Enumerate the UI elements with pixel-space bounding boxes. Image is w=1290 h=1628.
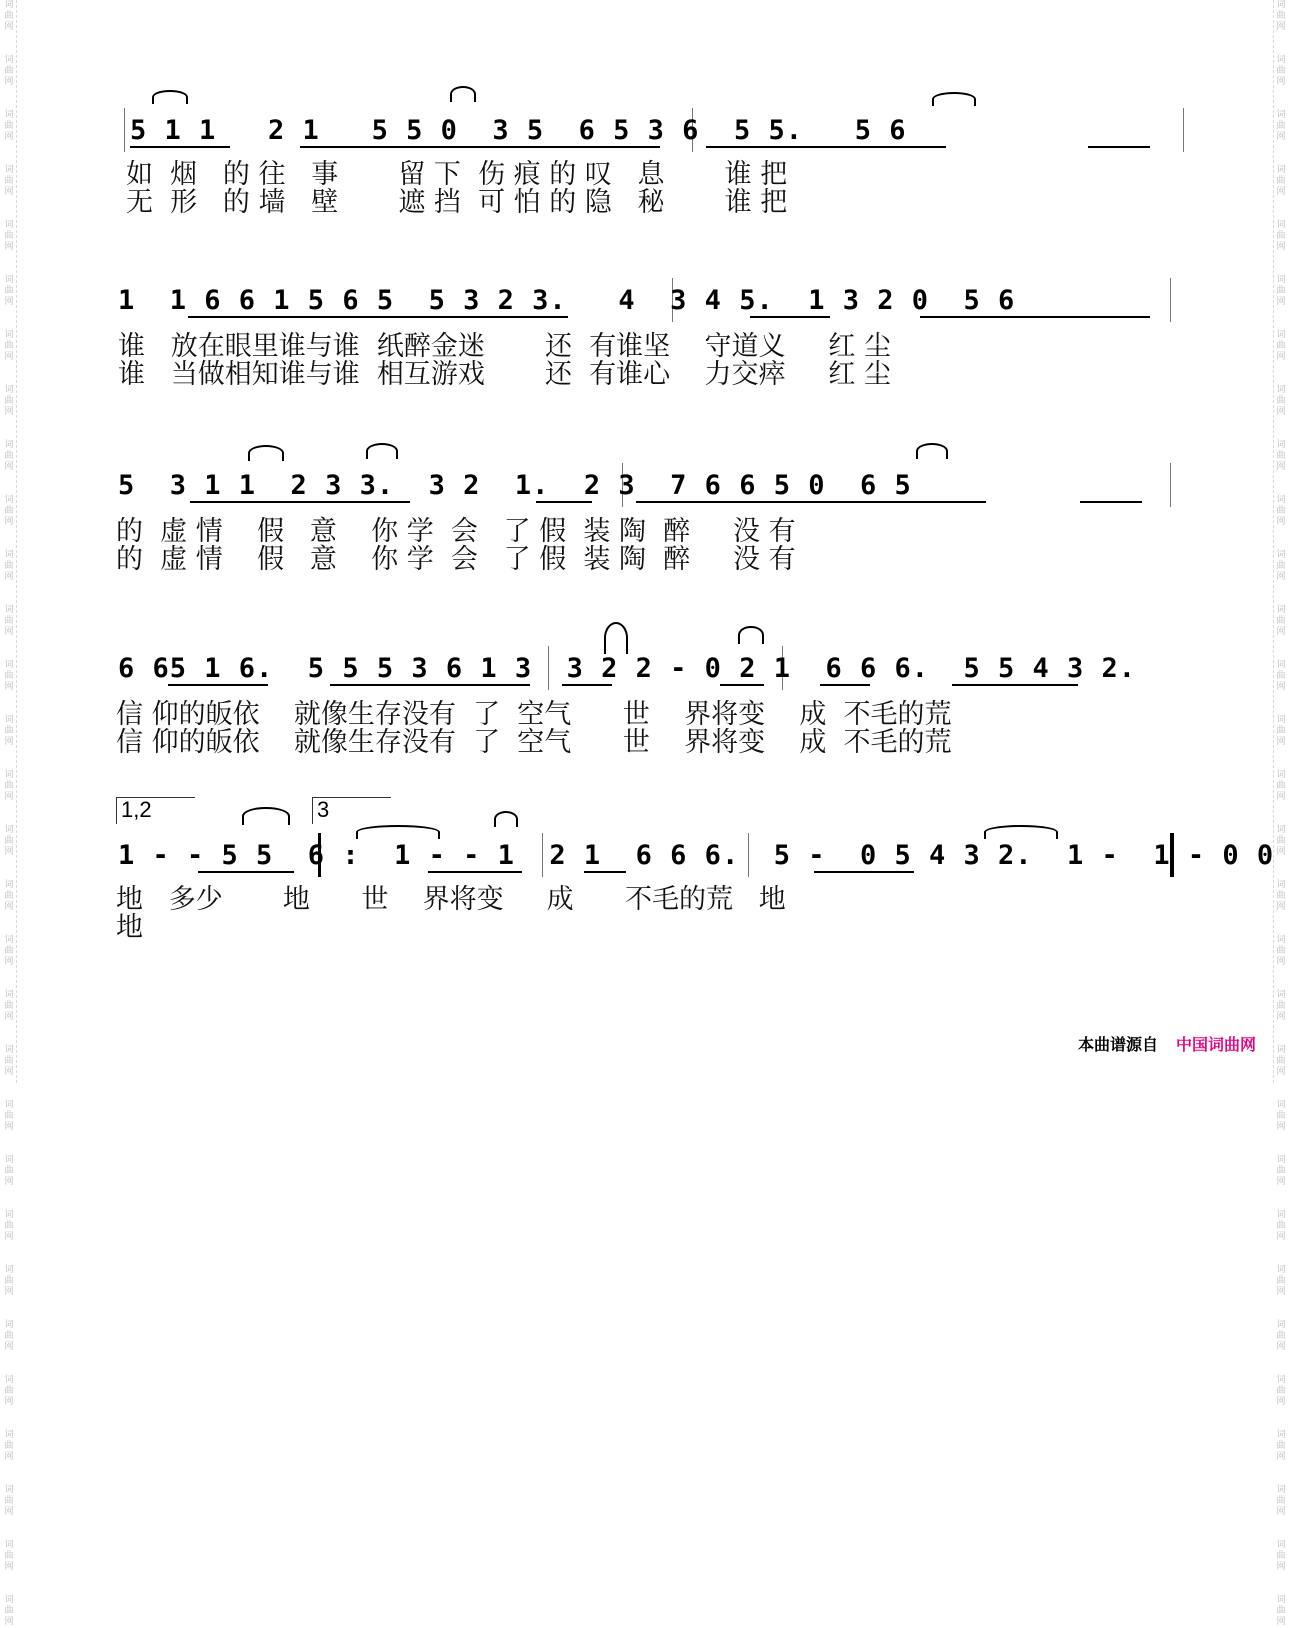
watermark-char: 词 bbox=[1276, 330, 1286, 340]
beam-underline bbox=[814, 871, 914, 873]
watermark-char: 曲 bbox=[1276, 286, 1286, 296]
watermark-char: 词 bbox=[1276, 0, 1286, 10]
volta-bracket-2 bbox=[312, 797, 391, 824]
watermark-char: 曲 bbox=[4, 781, 14, 791]
source-credit bbox=[1078, 1032, 1256, 1055]
watermark-char: 网 bbox=[1276, 22, 1286, 32]
watermark-char: 词 bbox=[4, 715, 14, 725]
watermark-char: 曲 bbox=[1276, 1551, 1286, 1561]
slur bbox=[984, 825, 1058, 839]
watermark-char: 网 bbox=[1276, 1177, 1286, 1187]
watermark-char: 网 bbox=[1276, 1562, 1286, 1572]
watermark-char: 网 bbox=[4, 77, 14, 87]
notation-line: 5 1 1 2 1 5 5 0 3 5 6 5 3 6 5 5. 5 6 bbox=[130, 115, 907, 146]
watermark-char: 词 bbox=[1276, 1485, 1286, 1495]
lyrics-verse-2: 无 形 的 墙 壁 遮 挡 可 怕 的 隐 秘 谁 把 bbox=[126, 187, 788, 218]
watermark-char: 网 bbox=[4, 1177, 14, 1187]
lyrics-verse-1: 如 烟 的 往 事 留 下 伤 痕 的 叹 息 谁 把 bbox=[126, 159, 788, 190]
watermark-char: 网 bbox=[4, 572, 14, 582]
watermark-char: 曲 bbox=[1276, 671, 1286, 681]
watermark-char: 网 bbox=[4, 132, 14, 142]
watermark-char: 曲 bbox=[1276, 1001, 1286, 1011]
watermark-char: 词 bbox=[1276, 1100, 1286, 1110]
watermark-char: 网 bbox=[1276, 1012, 1286, 1022]
watermark-char: 网 bbox=[1276, 847, 1286, 857]
watermark-char: 词 bbox=[4, 110, 14, 120]
watermark-char: 词 bbox=[4, 1320, 14, 1330]
watermark-char: 网 bbox=[4, 1397, 14, 1407]
watermark-char: 曲 bbox=[1276, 11, 1286, 21]
watermark-char: 词 bbox=[4, 1595, 14, 1605]
watermark-char: 网 bbox=[4, 462, 14, 472]
watermark-char: 网 bbox=[1276, 407, 1286, 417]
watermark-char: 词 bbox=[4, 1045, 14, 1055]
watermark-char: 曲 bbox=[4, 726, 14, 736]
watermark-char: 曲 bbox=[4, 176, 14, 186]
watermark-char: 网 bbox=[1276, 517, 1286, 527]
watermark-char: 词 bbox=[4, 935, 14, 945]
watermark-char: 词 bbox=[4, 1540, 14, 1550]
watermark-char: 曲 bbox=[4, 616, 14, 626]
volta-bracket-1 bbox=[116, 797, 195, 824]
watermark-char: 曲 bbox=[4, 946, 14, 956]
watermark-char: 网 bbox=[4, 1342, 14, 1352]
watermark-char: 词 bbox=[1276, 220, 1286, 230]
beam-underline bbox=[820, 684, 870, 686]
watermark-char: 网 bbox=[4, 627, 14, 637]
watermark-char: 词 bbox=[1276, 110, 1286, 120]
watermark-char: 网 bbox=[4, 1562, 14, 1572]
beam-underline bbox=[706, 146, 946, 148]
watermark-char: 曲 bbox=[4, 1441, 14, 1451]
watermark-char: 曲 bbox=[1276, 176, 1286, 186]
watermark-char: 网 bbox=[1276, 1617, 1286, 1627]
beam-underline bbox=[720, 684, 764, 686]
watermark-char: 网 bbox=[1276, 1342, 1286, 1352]
watermark-char: 词 bbox=[1276, 1595, 1286, 1605]
beam-underline bbox=[188, 316, 568, 318]
watermark-char: 词 bbox=[1276, 550, 1286, 560]
slur bbox=[450, 86, 476, 102]
beam-underline bbox=[536, 501, 592, 503]
watermark-char: 网 bbox=[4, 1067, 14, 1077]
beam-underline bbox=[330, 684, 530, 686]
watermark-char: 曲 bbox=[1276, 781, 1286, 791]
right-watermark-strip bbox=[1273, 0, 1288, 1627]
watermark-char: 曲 bbox=[1276, 726, 1286, 736]
watermark-char: 曲 bbox=[1276, 1166, 1286, 1176]
watermark-char: 曲 bbox=[4, 231, 14, 241]
watermark-char: 词 bbox=[4, 880, 14, 890]
watermark-char: 词 bbox=[4, 1375, 14, 1385]
watermark-char: 网 bbox=[1276, 187, 1286, 197]
watermark-char: 网 bbox=[4, 187, 14, 197]
watermark-char: 词 bbox=[4, 1155, 14, 1165]
barline bbox=[1170, 278, 1171, 322]
watermark-char: 词 bbox=[1276, 770, 1286, 780]
watermark-char: 曲 bbox=[1276, 1331, 1286, 1341]
watermark-char: 网 bbox=[4, 902, 14, 912]
watermark-char: 曲 bbox=[4, 1496, 14, 1506]
watermark-char: 词 bbox=[4, 495, 14, 505]
left-watermark-strip bbox=[2, 0, 17, 1627]
watermark-char: 曲 bbox=[4, 561, 14, 571]
lyrics-verse-2: 信 仰的皈依 就像生存没有 了 空气 世 界将变 成 不毛的荒 bbox=[116, 727, 952, 758]
watermark-char: 词 bbox=[4, 330, 14, 340]
watermark-char: 网 bbox=[1276, 1287, 1286, 1297]
watermark-char: 曲 bbox=[1276, 1496, 1286, 1506]
watermark-char: 词 bbox=[4, 990, 14, 1000]
watermark-char: 词 bbox=[1276, 55, 1286, 65]
beam-underline bbox=[584, 871, 626, 873]
watermark-char: 网 bbox=[4, 1617, 14, 1627]
watermark-char: 词 bbox=[4, 165, 14, 175]
beam-underline bbox=[198, 871, 294, 873]
watermark-char: 网 bbox=[4, 957, 14, 967]
watermark-char: 曲 bbox=[4, 286, 14, 296]
watermark-char: 词 bbox=[4, 1100, 14, 1110]
source-prefix: 本曲谱源自 bbox=[1077, 1035, 1158, 1054]
watermark-char: 词 bbox=[1276, 1320, 1286, 1330]
watermark-char: 词 bbox=[4, 385, 14, 395]
slur bbox=[738, 626, 764, 644]
watermark-char: 网 bbox=[1276, 132, 1286, 142]
beam-underline bbox=[168, 684, 268, 686]
lyrics-verse-2: 的 虚 情 假 意 你 学 会 了 假 装 陶 醉 没 有 bbox=[116, 544, 796, 575]
watermark-char: 词 bbox=[4, 55, 14, 65]
lyrics-verse-1: 的 虚 情 假 意 你 学 会 了 假 装 陶 醉 没 有 bbox=[116, 516, 796, 547]
beam-underline bbox=[130, 146, 230, 148]
watermark-char: 网 bbox=[1276, 1507, 1286, 1517]
watermark-char: 词 bbox=[4, 825, 14, 835]
barline bbox=[1170, 463, 1171, 507]
watermark-char: 词 bbox=[4, 1265, 14, 1275]
watermark-char: 网 bbox=[4, 682, 14, 692]
watermark-char: 词 bbox=[1276, 1540, 1286, 1550]
watermark-char: 曲 bbox=[1276, 561, 1286, 571]
volta-label: 1,2 bbox=[121, 797, 152, 822]
watermark-char: 曲 bbox=[1276, 1441, 1286, 1451]
watermark-char: 词 bbox=[4, 1485, 14, 1495]
watermark-char: 曲 bbox=[4, 1056, 14, 1066]
lyrics-verse-1: 谁 放在眼里谁与谁 纸醉金迷 还 有谁坚 守道义 红 尘 bbox=[118, 331, 891, 362]
watermark-char: 词 bbox=[1276, 935, 1286, 945]
watermark-char: 网 bbox=[4, 737, 14, 747]
lyrics-verse-2: 谁 当做相知谁与谁 相互游戏 还 有谁心 力交瘁 红 尘 bbox=[118, 359, 891, 390]
lyrics-verse-2: 地 bbox=[116, 912, 143, 943]
watermark-char: 曲 bbox=[1276, 231, 1286, 241]
watermark-char: 网 bbox=[4, 1452, 14, 1462]
watermark-char: 网 bbox=[1276, 682, 1286, 692]
slur bbox=[356, 825, 440, 839]
watermark-char: 词 bbox=[4, 275, 14, 285]
watermark-char: 曲 bbox=[4, 1606, 14, 1616]
beam-underline bbox=[750, 316, 830, 318]
watermark-char: 网 bbox=[1276, 242, 1286, 252]
watermark-char: 词 bbox=[1276, 880, 1286, 890]
watermark-char: 曲 bbox=[4, 1386, 14, 1396]
watermark-char: 网 bbox=[1276, 737, 1286, 747]
watermark-char: 词 bbox=[4, 1210, 14, 1220]
notation-line: 5 3 1 1 2 3 3. 3 2 1. 2 3 7 6 6 5 0 6 5 bbox=[118, 470, 912, 501]
watermark-char: 词 bbox=[1276, 165, 1286, 175]
watermark-char: 网 bbox=[1276, 352, 1286, 362]
lyrics-verse-1: 信 仰的皈依 就像生存没有 了 空气 世 界将变 成 不毛的荒 bbox=[116, 699, 952, 730]
beam-underline bbox=[428, 871, 522, 873]
watermark-char: 网 bbox=[1276, 792, 1286, 802]
watermark-char: 网 bbox=[4, 352, 14, 362]
watermark-char: 词 bbox=[1276, 825, 1286, 835]
watermark-char: 曲 bbox=[1276, 836, 1286, 846]
watermark-char: 曲 bbox=[1276, 891, 1286, 901]
watermark-char: 网 bbox=[1276, 1067, 1286, 1077]
barline bbox=[124, 108, 125, 152]
watermark-char: 曲 bbox=[4, 1551, 14, 1561]
beam-underline bbox=[952, 684, 1078, 686]
slur bbox=[494, 811, 518, 827]
watermark-char: 网 bbox=[4, 1012, 14, 1022]
slur bbox=[604, 622, 628, 654]
watermark-char: 曲 bbox=[4, 836, 14, 846]
source-brand-link[interactable]: 中国词曲网 bbox=[1175, 1035, 1256, 1054]
watermark-char: 曲 bbox=[4, 451, 14, 461]
watermark-char: 词 bbox=[4, 770, 14, 780]
beam-underline bbox=[1080, 501, 1142, 503]
watermark-char: 曲 bbox=[4, 1111, 14, 1121]
watermark-char: 曲 bbox=[4, 1166, 14, 1176]
volta-label: 3 bbox=[317, 797, 330, 822]
watermark-char: 词 bbox=[1276, 605, 1286, 615]
watermark-char: 词 bbox=[1276, 440, 1286, 450]
watermark-char: 网 bbox=[1276, 957, 1286, 967]
watermark-char: 网 bbox=[1276, 1122, 1286, 1132]
watermark-char: 网 bbox=[1276, 902, 1286, 912]
watermark-char: 曲 bbox=[4, 506, 14, 516]
beam-underline bbox=[1088, 146, 1150, 148]
watermark-char: 曲 bbox=[1276, 1276, 1286, 1286]
watermark-char: 词 bbox=[4, 0, 14, 10]
watermark-char: 词 bbox=[1276, 1430, 1286, 1440]
slur bbox=[366, 443, 398, 459]
watermark-char: 网 bbox=[1276, 77, 1286, 87]
watermark-char: 网 bbox=[4, 1232, 14, 1242]
watermark-char: 曲 bbox=[4, 66, 14, 76]
slur bbox=[248, 445, 284, 461]
watermark-char: 网 bbox=[1276, 572, 1286, 582]
beam-underline bbox=[562, 684, 612, 686]
lyrics-verse-1: 地 多少 地 世 界将变 成 不毛的荒 地 bbox=[116, 884, 786, 915]
watermark-char: 词 bbox=[1276, 1210, 1286, 1220]
watermark-char: 词 bbox=[1276, 1265, 1286, 1275]
notation-line: 1 - - 5 5 6 : 1 - - 1 2 1 6 6 6. 5 - 0 5 4 3 2. 1 - 1 - 0 0 bbox=[118, 840, 1275, 871]
watermark-char: 曲 bbox=[1276, 616, 1286, 626]
watermark-char: 曲 bbox=[1276, 121, 1286, 131]
watermark-char: 网 bbox=[4, 407, 14, 417]
watermark-char: 词 bbox=[4, 605, 14, 615]
watermark-char: 词 bbox=[1276, 990, 1286, 1000]
watermark-char: 曲 bbox=[4, 341, 14, 351]
watermark-char: 曲 bbox=[1276, 451, 1286, 461]
watermark-char: 网 bbox=[4, 1287, 14, 1297]
watermark-char: 曲 bbox=[1276, 506, 1286, 516]
beam-underline bbox=[920, 316, 1150, 318]
watermark-char: 曲 bbox=[4, 671, 14, 681]
watermark-char: 网 bbox=[4, 847, 14, 857]
watermark-char: 词 bbox=[4, 660, 14, 670]
watermark-char: 曲 bbox=[1276, 66, 1286, 76]
watermark-char: 曲 bbox=[4, 121, 14, 131]
watermark-char: 曲 bbox=[4, 891, 14, 901]
watermark-char: 曲 bbox=[1276, 1221, 1286, 1231]
watermark-char: 曲 bbox=[4, 1331, 14, 1341]
watermark-char: 网 bbox=[1276, 297, 1286, 307]
watermark-char: 词 bbox=[1276, 660, 1286, 670]
watermark-char: 网 bbox=[4, 242, 14, 252]
slur bbox=[932, 92, 976, 106]
barline bbox=[1183, 108, 1184, 152]
watermark-char: 曲 bbox=[4, 1276, 14, 1286]
watermark-char: 网 bbox=[1276, 1452, 1286, 1462]
watermark-char: 词 bbox=[1276, 275, 1286, 285]
watermark-char: 曲 bbox=[1276, 946, 1286, 956]
watermark-char: 曲 bbox=[1276, 1056, 1286, 1066]
watermark-char: 网 bbox=[4, 297, 14, 307]
watermark-char: 词 bbox=[1276, 715, 1286, 725]
watermark-char: 曲 bbox=[1276, 1606, 1286, 1616]
watermark-char: 词 bbox=[1276, 1045, 1286, 1055]
watermark-char: 网 bbox=[1276, 462, 1286, 472]
watermark-char: 曲 bbox=[4, 396, 14, 406]
watermark-char: 网 bbox=[4, 517, 14, 527]
notation-line: 1 1 6 6 1 5 6 5 5 3 2 3. 4 3 4 5. 1 3 2 0 5 6 bbox=[118, 285, 1016, 316]
watermark-char: 曲 bbox=[4, 1221, 14, 1231]
watermark-char: 词 bbox=[4, 220, 14, 230]
watermark-char: 网 bbox=[1276, 627, 1286, 637]
watermark-char: 词 bbox=[4, 1430, 14, 1440]
notation-line: 6 65 1 6. 5 5 5 3 6 1 3 3 2 2 - 0 2 1 6 6 6. 5 5 4 3 2. bbox=[118, 653, 1137, 684]
watermark-char: 词 bbox=[1276, 1375, 1286, 1385]
watermark-char: 曲 bbox=[1276, 341, 1286, 351]
watermark-char: 网 bbox=[1276, 1397, 1286, 1407]
slur bbox=[152, 90, 188, 104]
watermark-char: 词 bbox=[1276, 1155, 1286, 1165]
watermark-char: 词 bbox=[1276, 495, 1286, 505]
watermark-char: 曲 bbox=[4, 1001, 14, 1011]
beam-underline bbox=[300, 146, 660, 148]
slur bbox=[916, 443, 948, 459]
beam-underline bbox=[636, 501, 986, 503]
watermark-char: 网 bbox=[4, 22, 14, 32]
watermark-char: 网 bbox=[1276, 1232, 1286, 1242]
watermark-char: 网 bbox=[4, 792, 14, 802]
beam-underline bbox=[190, 501, 410, 503]
slur bbox=[242, 807, 290, 825]
watermark-char: 曲 bbox=[1276, 1386, 1286, 1396]
watermark-char: 曲 bbox=[4, 11, 14, 21]
watermark-char: 词 bbox=[4, 550, 14, 560]
watermark-char: 词 bbox=[4, 440, 14, 450]
watermark-char: 网 bbox=[4, 1507, 14, 1517]
watermark-char: 词 bbox=[1276, 385, 1286, 395]
watermark-char: 网 bbox=[4, 1122, 14, 1132]
watermark-char: 曲 bbox=[1276, 1111, 1286, 1121]
watermark-char: 曲 bbox=[1276, 396, 1286, 406]
